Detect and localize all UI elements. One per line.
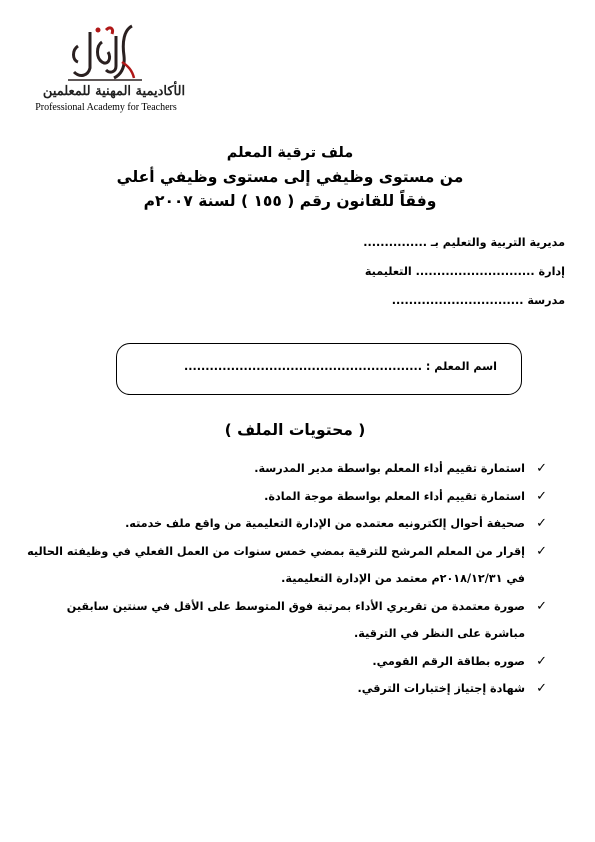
checkmark-icon: ✓ — [536, 543, 547, 559]
list-item: ✓ صحيفة أحوال إلكترونيه معتمده من الإدارة التعليمية من واقع ملف خدمته. — [27, 510, 547, 538]
logo-arabic-name: الأكاديمية المهنية للمعلمين — [42, 84, 186, 99]
checkmark-icon: ✓ — [536, 488, 547, 504]
administration-line: إدارة ............................ التعليمية — [364, 265, 565, 278]
list-item: ✓ صوره بطاقة الرقم القومي. — [27, 648, 547, 676]
directorate-line: مديرية التربية والتعليم بـ ............... — [363, 236, 565, 249]
list-item: ✓ شهادة إجتياز إختبارات الترقي. — [27, 675, 547, 703]
contents-title: ( محتويات الملف ) — [224, 421, 366, 439]
checkmark-icon: ✓ — [536, 681, 547, 696]
teacher-name-box — [116, 343, 522, 395]
list-item: ✓ صورة معتمدة من تقريري الأداء بمرتبة فوق المتوسط على الأقل في سنتين سابقين مباشرة على النظر في الترقية. — [27, 593, 547, 648]
academy-logo — [26, 22, 186, 120]
checkmark-icon: ✓ — [536, 598, 547, 614]
document-subtitle: من مستوى وظيفي إلى مستوى وظيفي أعلي — [116, 168, 464, 186]
list-item: ✓ استمارة تقييم أداء المعلم بواسطة مدير المدرسة. — [27, 455, 547, 483]
checkmark-icon: ✓ — [536, 516, 547, 531]
document-header — [100, 141, 480, 213]
law-reference: وفقاً للقانون رقم ( ١٥٥ ) لسنة ٢٠٠٧م — [143, 192, 437, 210]
list-item: ✓ استمارة تقييم أداء المعلم بواسطة موجة المادة. — [27, 483, 547, 511]
teacher-name-field: اسم المعلم : ........................................................ — [184, 360, 497, 373]
checkmark-icon: ✓ — [536, 653, 547, 669]
contents-list — [27, 455, 547, 703]
logo-english-name: Professional Academy for Teachers — [35, 102, 177, 113]
school-line: مدرسة ............................... — [391, 294, 565, 307]
administration-info — [245, 233, 565, 320]
list-item: ✓ إقرار من المعلم المرشح للترقية بمضي خمس سنوات من العمل الفعلي في وظيفته الحاليه في ٢٠١٨/١٢/٣١م معتمد من الإدارة التعليمية. — [27, 538, 547, 593]
document-title: ملف ترقية المعلم — [226, 145, 354, 161]
checkmark-icon: ✓ — [536, 461, 547, 476]
academy-emblem-icon — [62, 22, 150, 86]
